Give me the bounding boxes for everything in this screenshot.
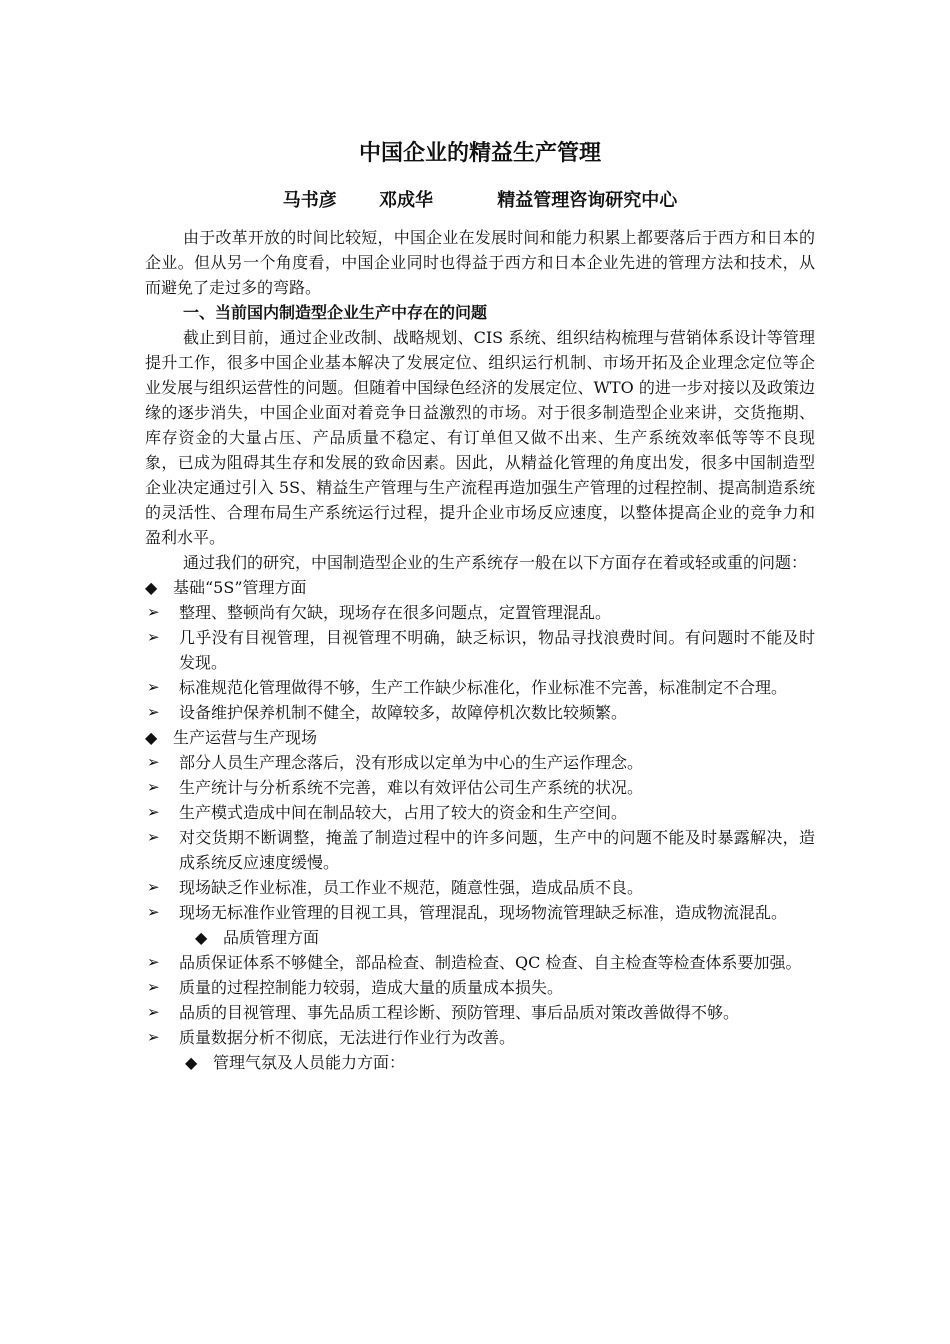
group-heading-quality <box>145 925 815 950</box>
arrow-bullet-icon: ➢ <box>147 703 160 721</box>
author-name-1: 马书彦 <box>282 190 337 211</box>
list-item-text: 现场缺乏作业标准，员工作业不规范，随意性强，造成品质不良。 <box>179 878 644 897</box>
diamond-bullet-icon: ◆ <box>145 728 158 747</box>
list-item <box>145 750 815 775</box>
list-item-text: 品质的目视管理、事先品质工程诊断、预防管理、事后品质对策改善做得不够。 <box>179 1003 740 1022</box>
author-name-2: 邓成华 <box>379 190 433 211</box>
section-heading: 一、当前国内制造型企业生产中存在的问题 <box>183 303 488 322</box>
list-item <box>145 975 815 1000</box>
list-item <box>145 600 815 625</box>
group-heading-management <box>145 1050 815 1075</box>
list-item <box>145 1025 815 1050</box>
arrow-bullet-icon: ➢ <box>147 828 160 846</box>
list-item <box>145 875 815 900</box>
list-item <box>145 825 815 875</box>
list-item-text: 质量的过程控制能力较弱，造成大量的质量成本损失。 <box>179 978 564 997</box>
arrow-bullet-icon: ➢ <box>147 1003 160 1021</box>
list-item-text: 生产模式造成中间在制品较大，占用了较大的资金和生产空间。 <box>179 803 628 822</box>
intro-paragraph: 由于改革开放的时间比较短，中国企业在发展时间和能力积累上都要落后于西方和日本的企业。但从另一个角度看，中国企业同时也得益于西方和日本企业先进的管理方法和技术，从而避免了走过多的弯路。 <box>145 228 815 297</box>
arrow-bullet-icon: ➢ <box>147 1028 160 1046</box>
group-heading-production <box>145 725 815 750</box>
diamond-bullet-icon: ◆ <box>145 578 158 597</box>
list-item <box>145 1000 815 1025</box>
list-item-text: 整理、整顿尚有欠缺，现场存在很多问题点，定置管理混乱。 <box>179 603 612 622</box>
author-line <box>145 186 815 216</box>
section-paragraph-2: 通过我们的研究，中国制造型企业的生产系统存一般在以下方面存在着或轻或重的问题： <box>183 553 808 572</box>
arrow-bullet-icon: ➢ <box>147 628 160 646</box>
list-item <box>145 900 815 925</box>
arrow-bullet-icon: ➢ <box>147 778 160 796</box>
arrow-bullet-icon: ➢ <box>147 603 160 621</box>
diamond-bullet-icon: ◆ <box>195 928 208 947</box>
list-item <box>145 775 815 800</box>
arrow-bullet-icon: ➢ <box>147 878 160 896</box>
list-item <box>145 950 815 975</box>
list-item-text: 品质保证体系不够健全，部品检查、制造检查、QC 检查、自主检查等检查体系要加强。 <box>179 953 802 972</box>
group-heading-label: 品质管理方面 <box>223 928 320 947</box>
group-heading-label: 管理气氛及人员能力方面： <box>213 1053 406 1072</box>
arrow-bullet-icon: ➢ <box>147 803 160 821</box>
arrow-bullet-icon: ➢ <box>147 753 160 771</box>
list-item <box>145 625 815 675</box>
group-heading-5s <box>145 575 815 600</box>
arrow-bullet-icon: ➢ <box>147 678 160 696</box>
document-title: 中国企业的精益生产管理 <box>358 141 601 166</box>
diamond-bullet-icon: ◆ <box>185 1053 198 1072</box>
group-heading-label: 基础“5S”管理方面 <box>173 578 307 597</box>
list-item-text: 对交货期不断调整，掩盖了制造过程中的许多问题，生产中的问题不能及时暴露解决，造成系统反应速度缓慢。 <box>179 828 815 872</box>
list-item <box>145 700 815 725</box>
group-heading-label: 生产运营与生产现场 <box>173 728 318 747</box>
author-affiliation: 精益管理咨询研究中心 <box>497 190 678 211</box>
list-item-text: 几乎没有目视管理，目视管理不明确，缺乏标识，物品寻找浪费时间。有问题时不能及时发现。 <box>179 628 815 672</box>
list-item-text: 设备维护保养机制不健全，故障较多，故障停机次数比较频繁。 <box>179 703 628 722</box>
list-item-text: 生产统计与分析系统不完善，难以有效评估公司生产系统的状况。 <box>179 778 644 797</box>
list-item <box>145 675 815 700</box>
list-item-text: 部分人员生产理念落后，没有形成以定单为中心的生产运作理念。 <box>179 753 644 772</box>
list-item-text: 质量数据分析不彻底，无法进行作业行为改善。 <box>179 1028 516 1047</box>
list-item-text: 标准规范化管理做得不够，生产工作缺少标准化，作业标准不完善，标准制定不合理。 <box>179 678 788 697</box>
arrow-bullet-icon: ➢ <box>147 953 160 971</box>
list-item <box>145 800 815 825</box>
arrow-bullet-icon: ➢ <box>147 903 160 921</box>
list-item-text: 现场无标准作业管理的目视工具，管理混乱，现场物流管理缺乏标准，造成物流混乱。 <box>179 903 788 922</box>
arrow-bullet-icon: ➢ <box>147 978 160 996</box>
document-body <box>145 136 815 1075</box>
section-paragraph-1: 截止到目前，通过企业改制、战略规划、CIS 系统、组织结构梳理与营销体系设计等管理提升工作，很多中国企业基本解决了发展定位、组织运行机制、市场开拓及企业理念定位等企业发展与组织运营性的问题。但随着中国绿色经济的发展定位、WTO 的进一步对接以及政策边缘的逐步消失，中国企业面对着竞争日益激烈的市场。对于很多制造型企业来讲，交货拖期、库存资金的大量占压、产品质量不稳定、有订单但又做不出来、生产系统效率低等等不良现象，已成为阻碍其生存和发展的致命因素。因此，从精益化管理的角度出发，很多中国制造型企业决定通过引入 5S、精益生产管理与生产流程再造加强生产管理的过程控制、提高制造系统的灵活性、合理布局生产系统运行过程，提升企业市场反应速度，以整体提高企业的竞争力和盈利水平。 <box>145 328 815 547</box>
